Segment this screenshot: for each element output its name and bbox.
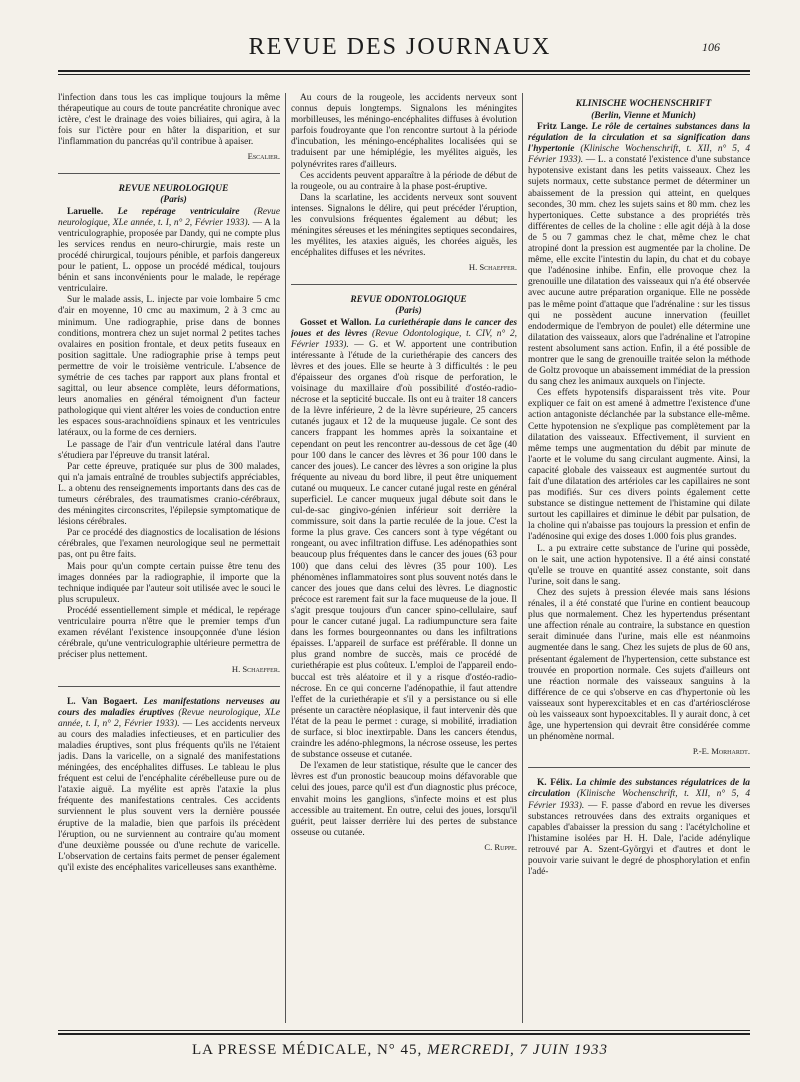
header-rule-thin <box>58 74 750 75</box>
paragraph: Ces effets hypotensifs disparaissent très vite. Pour expliquer ce fait on est amené à admettre l'existence d'une action antagoniste déclanchée par la substance elle-même. Cette hypotension ne s'explique pas complètement par la dilatation des vaisseaux. Effectivement, il survient en même temps une augmentation du débit par minute de l'aorte et le volume du sang circulant augmente. Ainsi, la capacité globale des vaisseaux est augmentée surtout du fait d'une dilatation des artérioles car les capillaires ne sont pas modifiés. Sur ces divers points également cette substance se distingue nettement de l'histamine qui dilate surtout les capillaires et diminue le débit par pulsation, de la choline qui n'abaisse pas toujours la pression et enfin de l'adénosine qui exige des doses 1.000 fois plus grandes. <box>528 388 750 543</box>
article-source: (Revue neurologique, XLe année, t. I, n° 2, Février 1933). <box>58 707 280 729</box>
column-separator-1 <box>285 93 286 1023</box>
article-source: (Klinische Wochenschrift, t. XII, n° 5, 4 Février 1933). <box>528 789 750 811</box>
article-source: (Klinische Wochenschrift, t. XII, n° 5, 4 Février 1933). <box>528 144 750 166</box>
paragraph: De l'examen de leur statistique, résulte que le cancer des lèvres est d'un pronostic beaucoup moins défavorable que celui des joues, parce qu'il est d'un diagnostic plus précoce, envahit moins les ganglions, s'infecte moins et est plus accessible au traitement. En outre, celui des joues, lorsqu'il guérit, peut laisser derrière lui des pertes de substance osseuse ou cutanée. <box>291 761 517 838</box>
article-separator <box>528 767 750 768</box>
footer-year: 1933 <box>574 1042 609 1058</box>
section-city: (Paris) <box>395 306 422 316</box>
article-lead <box>58 207 280 296</box>
paragraph: Sur le malade assis, L. injecte par voie lombaire 5 cmc d'air en moyenne, 10 cmc au maximum, 2 à 3 cmc au minimum. Une radiographie, prise dans de bonnes conditions, montrera chez un sujet normal 2 petites taches ovalaires en position frontale, et deux petits fuseaux en position sagittale. Une radiographie prise à temps peut permettre de voir le troisième ventricule. L'absence de symétrie de ces taches par rapport aux plans frontal et sagittal, ou leur absence complète, leurs déformations, leurs anomalies en général témoignent d'un facteur pathologique qui vient altérer les voies de conduction entre les espaces sous-arachnoïdiens spinaux et les ventricules latéraux, ou la forme de ces derniers. <box>58 295 280 439</box>
article-text: — Les accidents nerveux au cours des maladies infectieuses, et en particulier des maladies éruptives, sont plus fréquents qu'ils ne l'étaient jadis. Dans la varicelle, on a signalé des manifestations méningées, des encéphalites diffuses. Le tableau le plus fréquent est celui de l'encéphalite cérébelleuse pure ou de l'ataxie aiguë. La myélite est après l'ataxie la plus fréquente des manifestations centrales. Ces accidents surviennent le plus souvent vers la dernière poussée éruptive de la maladie, bien que parfois ils précèdent l'éruption, ou ne surviennent au contraire qu'au moment d'une deuxième poussée ou d'une rechute de varicelle. L'observation de certains faits permet de penser également qu'il existe des encéphalites varicelleuses sans exanthème. <box>58 718 280 873</box>
article-author: K. Félix. <box>537 778 573 789</box>
author-signature: H. Schaeffer. <box>468 262 517 273</box>
article-author: Gosset et Wallon. <box>300 317 372 328</box>
page-header-title: REVUE DES JOURNAUX <box>248 34 552 60</box>
section-city: (Paris) <box>160 195 187 206</box>
paragraph: Chez des sujets à pression élevée mais sans lésions rénales, il a été constaté que l'urine en contient beaucoup plus que normalement. Chez les hypertendus présentant une affection rénale au contraire, la substance en question serait diminuée dans l'urine, mais elle est néanmoins augmentée dans le sang. Chez les sujets de plus de 60 ans, présentant également de l'hypertension, cette substance est trouvée en proportion normale. Ces sujets d'ailleurs ont une réaction normale des vaisseaux sanguins à la différence de ce qui s'observe en cas d'hypertonie où les vaisseaux sont hyperexcitables et en cas d'artériosclérose où les vaisseaux sont hypoexcitables. Il y aurait donc, à cet âge, une hypertension qui devrait être considérée comme un phénomène normal. <box>528 587 750 743</box>
author-signature: C. Ruppe. <box>484 841 517 852</box>
column-separator-2 <box>522 93 523 1023</box>
section-title: REVUE ODONTOLOGIQUE <box>350 294 467 305</box>
article-separator <box>58 686 280 687</box>
article-text: — L. a constaté l'existence d'une substance hypotensive existant dans les petits vaisseaux. Chez les sujets normaux, cette substance permet de déterminer un abaissement de la pression qui atteint, en quelques secondes, 30 mm. chez les sujets sains et 80 mm. chez les hypertoniques. Cette substance a des propriétés très différentes de celles de la choline : elle agit déjà à la dose de 5 ou 7 gammas chez le chat, même chez le chat atropiné dont la pression est augmentée par la choline. De même, elle excite l'intestin du lapin, du chat et du cobaye que l'adénosine inhibe. Enfin, elle provoque chez la grenouille une dilatation des vaisseaux qui n'a été observée avec aucune autre préparation organique. Elle ne possède pas le même point d'attaque que l'adrénaline : sur les tissus qui ne possèdent aucune innervation (feuillet endodermique de l'embryon de poulet) elle détermine une dilatation des vaisseaux, alors que l'adrénaline et l'atropine restent absolument sans action. Enfin, il a été possible de montrer que le sang de grenouille traitée selon la méthode de Goltz provoque un abaissement immédiat de la pression du sang chez les animaux auxquels on l'injecte. <box>528 155 750 388</box>
article-title: Le rôle de certaines substances dans la régulation de la circulation et sa signification dans l'hypertonie <box>528 122 750 155</box>
author-signature: H. Schaeffer. <box>231 664 280 675</box>
article-lead <box>291 318 517 762</box>
article-lead <box>528 778 750 878</box>
page-footer <box>0 1041 800 1059</box>
paragraph: Ces accidents peuvent apparaître à la période de début de la rougeole, ou au contraire à la phase post-éruptive. <box>291 170 517 192</box>
article-title: La curiethérapie dans le cancer des joues et des lèvres <box>291 317 517 339</box>
article-text: — F. passe d'abord en revue les diverses substances retrouvées dans des extraits organiques et capables d'abaisser la pression du sang : l'acétylcholine et l'histamine isolées par H. H. Dale, l'acide adénylique retrouvé par A. Szent-Györgyi et d'autres et dont le pouvoir varie suivant le degré de phosphorylation et enfin l'adé- <box>528 800 750 878</box>
article-source: (Revue neurologique, XLe année, t. I, n° 2, Février 1933). <box>58 206 280 228</box>
paragraph: Au cours de la rougeole, les accidents nerveux sont connus depuis longtemps. Signalons les méningites morbilleuses, les méningo-encéphalites diffuses à évolution parfois foudroyante que l'on rencontre surtout à la période d'incubation, les méningo-encéphalites localisées qui se traduisent par une hémiplégie, les myélites aiguës, les polynévrites rares d'ailleurs. <box>291 93 517 170</box>
article-separator <box>58 173 280 174</box>
column-1 <box>58 93 280 1028</box>
article-title: La chimie des substances régulatrices de la circulation <box>528 778 750 800</box>
section-city: (Berlin, Vienne et Munich) <box>591 110 696 121</box>
section-title: KLINISCHE WOCHENSCHRIFT <box>575 99 712 109</box>
article-author: L. Van Bogaert. <box>67 696 138 707</box>
article-separator <box>291 284 517 285</box>
paragraph: L. a pu extraire cette substance de l'urine qui possède, on le sait, une action hypotensive. Il a été ainsi constaté qu'elle se trouve en quantité assez constante, soit dans l'urine, soit dans le sang. <box>528 543 750 587</box>
article-author: Fritz Lange. <box>537 122 588 132</box>
header-rule-thick <box>58 70 750 72</box>
paragraph: Le passage de l'air d'un ventricule latéral dans l'autre s'étudiera par l'épreuve du transit latéral. <box>58 439 280 461</box>
footer-rule-thick <box>58 1033 750 1035</box>
paragraph: Dans la scarlatine, les accidents nerveux sont souvent intenses. Signalons le délire, qui peut précéder l'éruption, les convulsions fréquentes également au début; les méningites séreuses et les méningites septiques secondaires, les myélites, les ataxies aiguës, les chorées aiguës, les encéphalites diffuses et les névrites. <box>291 192 517 259</box>
section-title: REVUE NEUROLOGIQUE <box>118 183 229 194</box>
paragraph: Procédé essentiellement simple et médical, le repérage ventriculaire pourra n'être que le premier temps d'un examen révélant l'existence insoupçonnée d'une lésion cérébrale, qu'une ventriculographie ultérieure permettra de préciser plus nettement. <box>58 605 280 661</box>
article-lead <box>528 122 750 388</box>
footer-journal: LA PRESSE MÉDICALE, N° 45, <box>191 1042 423 1058</box>
paragraph: Par cette épreuve, pratiquée sur plus de 300 malades, qui n'a jamais entraîné de troubles subjectifs appréciables, L. a obtenu des renseignements importants dans des cas de tumeurs cérébrales, des traumatismes cranio-cérébraux, des méningites circonscrites, l'épilepsie symptomatique de lésions cérébrales. <box>58 461 280 528</box>
author-signature: P.-E. Morhardt. <box>692 746 750 757</box>
article-title: Les manifestations nerveuses au cours des maladies éruptives <box>58 696 280 718</box>
article-title: Le repérage ventriculaire <box>117 206 240 217</box>
page-number: 106 <box>702 40 720 54</box>
column-2 <box>291 93 517 1028</box>
column-3 <box>528 93 750 1028</box>
article-source: (Revue Odontologique, t. CIV, n° 2, Février 1933). <box>291 328 517 350</box>
article-text: — G. et W. apportent une contribution intéressante à l'étude de la curiethérapie des cancers des lèvres et des joues. Elle se heurte à 3 difficultés : le peu d'épaisseur des organes d'où risque de perforation, le voisinage du maxillaire d'où possibilité d'ostéo-radio-nécrose et la septicité buccale. Ils ont eu à traiter 18 cancers de la lèvre inférieure, 2 de la lèvre supérieure, 25 cancers cutanés jugaux et 12 de la muqueuse jugale. Ce sont des cancers frappant les hommes après la soixantaine et cependant on peut les rencontrer au-dessous de cet âge (40 pour 100 dans le cancer des lèvres et 36 pour 100 dans le cancer des joues). Le cancer des lèvres a son origine la plus fréquente au niveau du bord libre, il peut être uniquement cutané ou muqueux. Le cancer cutané jugal reste en général superficiel. Le cancer muqueux jugal débute soit dans le cul-de-sac gingivo-génien inférieur soit derrière la commissure, soit dans la partie reculée de la joue. C'est la forme la plus grave. Ces cancers sont à type végétant ou rongeant, ou avec infiltration diffuse. Les adénopathies sont beaucoup plus fréquentes dans le cancer des joues (63 pour 100) que dans celui des lèvres (35 pour 100). Les phénomènes inflammatoires sont plus souvent notés dans le cancer des joues que dans celui des lèvres. Le diagnostic précoce est rarement fait sur la face muqueuse de la joue. Il s'agit presque toujours d'un cancer spino-cellulaire, sauf pour le cancer cutané jugal. La radiumpuncture sera faite dans les formes bourgeonnantes ou dans les infiltrations épaisses. L'appareil de surface est préférable. Il donne un plus grand nombre de succès, mais ce procédé de curiethérapie est plus coûteux. L'emploi de l'appareil endo-buccal est très aléatoire et il y a risque d'ostéo-radio-nécrose. En ce qui concerne l'adénopathie, il faut attendre l'effet de la curiethérapie et s'il y a persistance ou si elle présente un caractère néoplasique, il faut intervenir dès que l'état de la peau le permet : curage, si mobilité, irradiation de surface, si bloc inextirpable. Dans les cancers étendus, craindre les adéno-phlegmons, la nécrose osseuse, les pertes de substance osseuse et cutanée. <box>291 339 517 761</box>
article-lead <box>58 697 280 875</box>
article-author: Laruelle. <box>67 206 104 217</box>
footer-date: MERCREDI, 7 JUIN <box>427 1042 570 1058</box>
paragraph: Mais pour qu'un compte certain puisse être tenu des images données par la radiographie, il importe que la technique indiquée par l'auteur soit utilisée avec le souci le plus scrupuleux. <box>58 561 280 605</box>
paragraph: Par ce procédé des diagnostics de localisation de lésions cérébrales, que l'examen neurologique seul ne permettait pas, ont pu être faits. <box>58 528 280 561</box>
paragraph: l'infection dans tous les cas implique toujours la même thérapeutique au cours de toute pancréatite chronique avec ictère, c'est le drainage des voies biliaires, qui agira, à la fois sur l'ictère pour en hâter la disparition, et sur l'inflammation du pancréas qu'il contribue à apaiser. <box>58 93 280 148</box>
author-signature: Escalier. <box>247 151 280 162</box>
article-text: — A la ventriculographie, proposée par Dandy, qui ne compte plus les services rendus en neuro-chirurgie, mais reste un procédé chirurgical, toujours pénible, et parfois dangereux pour le patient, L. oppose un procédé médical, toujours bénin et sans inconvénients pour le malade, le repérage ventriculaire. <box>58 217 280 295</box>
footer-rule-thin <box>58 1030 750 1031</box>
